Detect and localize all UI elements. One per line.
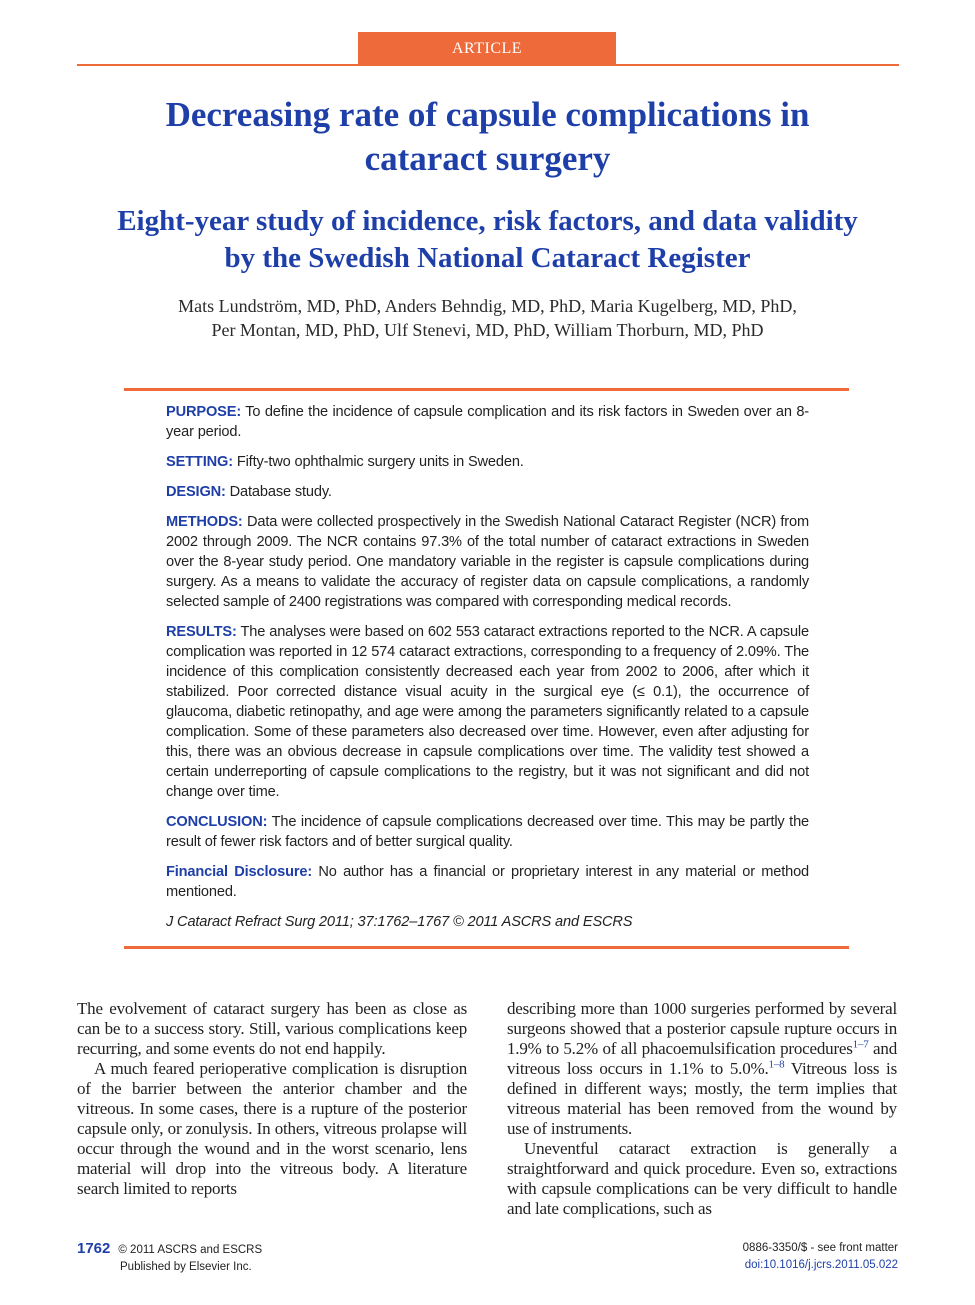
- abstract-methods: [166, 512, 809, 612]
- header-rule: [77, 64, 899, 66]
- section-label: CONCLUSION:: [166, 814, 268, 830]
- author-line: Mats Lundström, MD, PhD, Anders Behndig, MD, PhD, Maria Kugelberg, MD, PhD,: [178, 296, 797, 316]
- reference-link[interactable]: 1–8: [768, 1058, 785, 1071]
- body-column-right: [507, 999, 897, 1219]
- footer-copyright: © 2011 ASCRS and ESCRS: [118, 1244, 263, 1256]
- body-paragraph: [507, 999, 897, 1139]
- abstract-design: [166, 482, 809, 502]
- section-text: The incidence of capsule complications decreased over time. This may be partly the result of fewer risk factors and of better surgical quality.: [166, 814, 809, 850]
- section-label: Financial Disclosure:: [166, 864, 313, 880]
- abstract-purpose: [166, 402, 809, 442]
- doi-link[interactable]: doi:10.1016/j.jcrs.2011.05.022: [744, 1259, 898, 1271]
- section-text: Fifty-two ophthalmic surgery units in Sweden.: [236, 454, 524, 470]
- article-tag: ARTICLE: [358, 32, 616, 65]
- section-text: To define the incidence of capsule complication and its risk factors in Sweden over an 8-year period.: [166, 404, 809, 440]
- abstract-top-rule: [124, 388, 849, 391]
- body-paragraph: The evolvement of cataract surgery has been as close as can be to a success story. Still, various complications keep recurring, and some events do not end happily.: [77, 999, 467, 1058]
- text-run: Vitreous loss is defined in different ways; mostly, the term implies that vitreous material has been removed from the wound by use of instruments.: [507, 1059, 897, 1138]
- body-paragraph: A much feared perioperative complication is disruption of the barrier between the anterior chamber and the vitreous. In some cases, there is a rupture of the posterior capsule only, or zonulysis. In others, vitreous prolapse will occur through the wound and in the worst scenario, lens material will drop into the vitreous body. A literature search limited to reports: [77, 1059, 467, 1198]
- abstract-disclosure: [166, 862, 809, 902]
- section-text: Database study.: [229, 484, 332, 500]
- abstract-setting: [166, 452, 809, 472]
- footer-right: [743, 1240, 898, 1274]
- text-run: describing more than 1000 surgeries performed by several surgeons showed that a posterior capsule rupture occurs in 1.9% to 5.2% of all phacoemulsification procedures: [507, 999, 897, 1058]
- text-run: and vitreous loss occurs in 1.1% to 5.0%.: [507, 1039, 897, 1078]
- journal-citation: J Cataract Refract Surg 2011; 37:1762–1767 © 2011 ASCRS and ESCRS: [166, 914, 633, 930]
- section-label: SETTING:: [166, 454, 233, 470]
- page-number: 1762: [77, 1240, 111, 1257]
- author-list: [100, 294, 875, 342]
- reference-link[interactable]: 1–7: [852, 1038, 869, 1051]
- section-label: PURPOSE:: [166, 404, 242, 420]
- section-text: No author has a financial or proprietary interest in any material or method mentioned.: [166, 864, 809, 900]
- abstract-bottom-rule: [124, 946, 849, 949]
- article-subtitle: Eight-year study of incidence, risk factors, and data validity by the Swedish National Cataract Register: [117, 205, 858, 274]
- footer-left: [77, 1240, 262, 1276]
- footer-issn: 0886-3350/$ - see front matter: [742, 1242, 898, 1254]
- section-text: The analyses were based on 602 553 cataract extractions reported to the NCR. A capsule complication was reported in 12 574 cataract extractions, corresponding to a frequency of 2.09%. The incidence of this complication consistently decreased each year from 2002 to 2006, after which it stabilized. Poor corrected distance visual acuity in the surgical eye (≤ 0.1), the occurrence of glaucoma, diabetic retinopathy, and age were among the parameters significantly related to a capsule complication. Some of these parameters also decreased over time. However, even after adjusting for this, there was an obvious decrease in capsule complications over time. The validity test showed a certain underreporting of capsule complications to the registry, but it was not significant and did not change over time.: [166, 624, 809, 800]
- author-line: Per Montan, MD, PhD, Ulf Stenevi, MD, PhD, William Thorburn, MD, PhD: [211, 320, 764, 340]
- section-label: RESULTS:: [166, 624, 237, 640]
- section-label: DESIGN:: [166, 484, 226, 500]
- abstract: [166, 402, 809, 942]
- footer-publisher: Published by Elsevier Inc.: [120, 1261, 252, 1273]
- abstract-conclusion: [166, 812, 809, 852]
- section-text: Data were collected prospectively in the Swedish National Cataract Register (NCR) from 2002 through 2009. The NCR contains 97.3% of the total number of cataract extractions in Sweden over the 8-year study period. One mandatory variable in the register is capsule complications during surgery. As a means to validate the accuracy of register data on capsule complications, a randomly selected sample of 2400 registrations was compared with corresponding medical records.: [166, 514, 809, 610]
- article-title: Decreasing rate of capsule complications in cataract surgery: [165, 95, 810, 178]
- body-column-left: [77, 999, 467, 1199]
- body-paragraph: Uneventful cataract extraction is generally a straightforward and quick procedure. Even so, extractions with capsule complications can be very difficult to handle and late complications, such as: [507, 1139, 897, 1218]
- abstract-results: [166, 622, 809, 802]
- section-label: METHODS:: [166, 514, 243, 530]
